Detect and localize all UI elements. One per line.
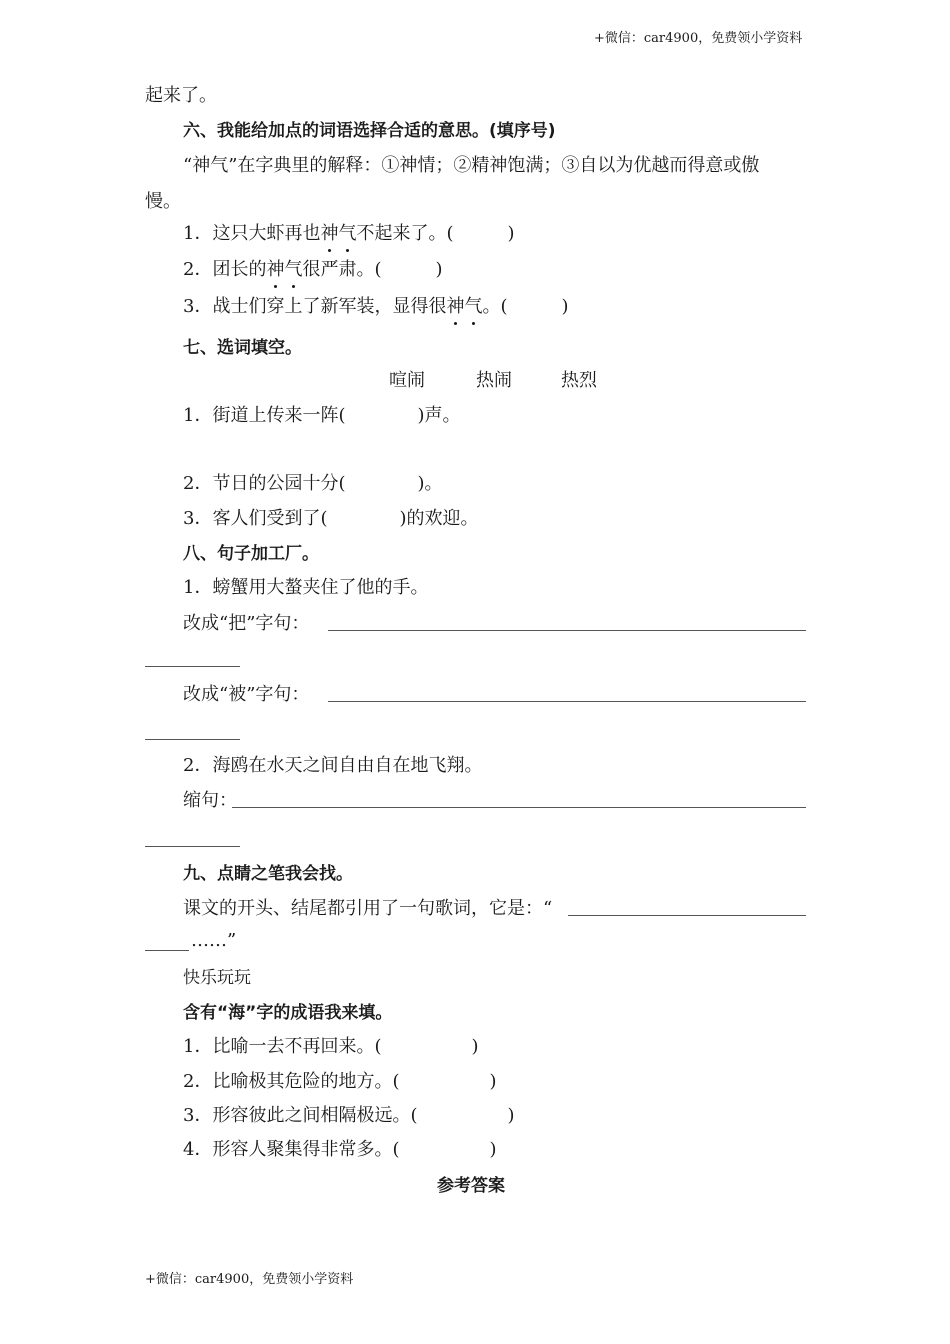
bei-answer-line-cont[interactable] (145, 739, 240, 740)
suo-sentence-label: 缩句： (183, 790, 237, 811)
dotted-char: 神 (446, 296, 465, 317)
dotted-char: 神 (266, 259, 285, 280)
word-option-1: 喧闹 (389, 370, 425, 391)
suo-answer-line[interactable] (232, 807, 806, 808)
s8-question-2: 2．海鸥在水天之间自由自在地飞翔。 (183, 755, 483, 776)
q-text: 3．战士们穿上了新军装，显得很 (183, 296, 447, 317)
watermark-top: +微信：car4900，免费领小学资料 (594, 31, 803, 46)
s7-question-1: 1．街道上传来一阵( )声。 (183, 405, 461, 426)
dotted-char: 气 (284, 259, 303, 280)
section-7-title: 七、选词填空。 (183, 338, 302, 358)
watermark-bottom: +微信：car4900，免费领小学资料 (145, 1272, 354, 1287)
q-text: 2．团长的 (183, 259, 267, 280)
section-6-title: 六、我能给加点的词语选择合适的意思。(填序号) (183, 121, 556, 141)
continuation-text: 起来了。 (145, 85, 217, 106)
dotted-char: 气 (338, 223, 357, 244)
s6-question-1 (183, 222, 515, 246)
idiom-question-2: 2．比喻极其危险的地方。( ) (183, 1071, 497, 1092)
word-option-2: 热闹 (476, 370, 512, 391)
lyric-ellipsis: ……” (191, 930, 237, 951)
idiom-question-4: 4．形容人聚集得非常多。( ) (183, 1139, 497, 1160)
s7-question-2: 2．节日的公园十分( )。 (183, 473, 443, 494)
idiom-question-3: 3．形容彼此之间相隔极远。( ) (183, 1105, 515, 1126)
definition-line-2: 慢。 (145, 191, 181, 212)
fun-section-subtitle: 含有“海”字的成语我来填。 (183, 1003, 393, 1023)
ba-sentence-label: 改成“把”字句： (183, 613, 310, 634)
s8-question-1: 1．螃蟹用大螯夹住了他的手。 (183, 577, 429, 598)
dotted-char: 气 (464, 296, 483, 317)
q-text: 不起来了。( ) (356, 223, 515, 244)
s6-question-3 (183, 295, 569, 319)
suo-answer-line-cont[interactable] (145, 846, 240, 847)
answer-key-title: 参考答案 (437, 1176, 505, 1196)
q-text: 1．这只大虾再也 (183, 223, 321, 244)
definition-line-1: “神气”在字典里的解释：①神情；②精神饱满；③自以为优越而得意或傲 (183, 155, 760, 176)
lyric-question: 课文的开头、结尾都引用了一句歌词，它是：“ (183, 898, 553, 919)
bei-answer-line[interactable] (328, 701, 806, 702)
s6-question-2 (183, 258, 443, 282)
bei-sentence-label: 改成“被”字句： (183, 684, 310, 705)
ba-answer-line-cont[interactable] (145, 666, 240, 667)
ba-answer-line[interactable] (328, 630, 806, 631)
fun-section-title: 快乐玩玩 (183, 968, 251, 988)
dotted-char: 神 (320, 223, 339, 244)
idiom-question-1: 1．比喻一去不再回来。( ) (183, 1036, 479, 1057)
q-text: 。( ) (482, 296, 569, 317)
section-9-title: 九、点睛之笔我会找。 (183, 864, 353, 884)
lyric-answer-line-cont[interactable] (145, 950, 189, 951)
word-option-3: 热烈 (561, 370, 597, 391)
lyric-answer-line[interactable] (568, 915, 806, 916)
section-8-title: 八、句子加工厂。 (183, 544, 319, 564)
s7-question-3: 3．客人们受到了( )的欢迎。 (183, 508, 479, 529)
q-text: 很严肃。( ) (302, 259, 443, 280)
